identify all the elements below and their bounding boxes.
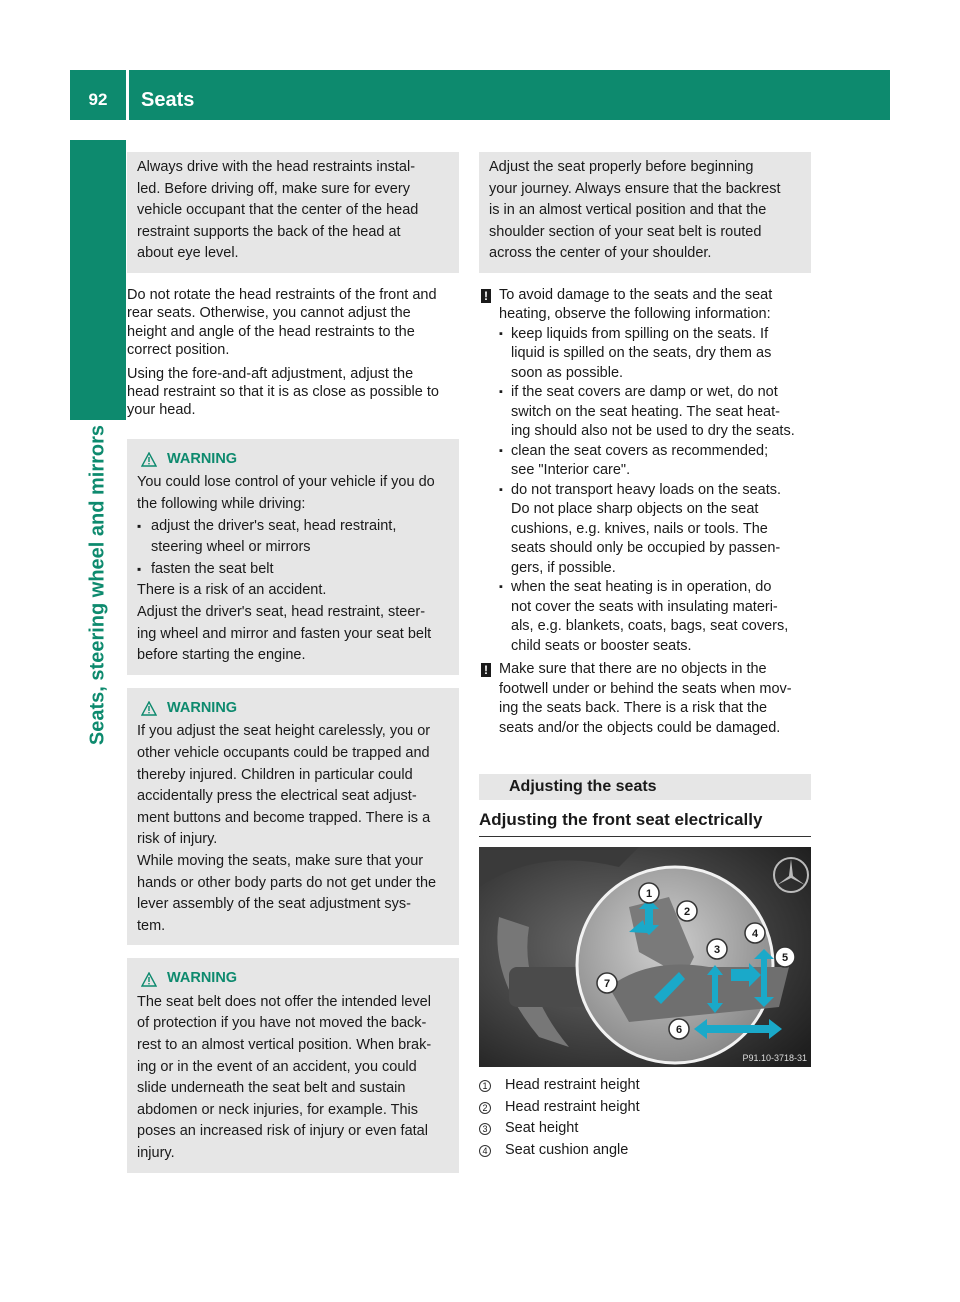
list-item: ▪ when the seat heating is in operation, do not cover the seats with insulating materi- als, e.g. blankets, coats, bags, seat covers, child seats or booster seats. [499, 578, 811, 656]
info-box: Adjust the seat properly before beginning your journey. Always ensure that the backrest is in an almost vertical position and that the shoulder section of your seat belt is routed across the center of your shoulder. [479, 152, 811, 273]
svg-text:6: 6 [675, 1024, 683, 1037]
seat-controls-illustration [479, 847, 811, 1067]
warning-box-seat-height: WARNING If you adjust the seat height carelessly, you or other vehicle occupants could be trapped and thereby injured. Children in particular could accidentally press the electrical seat adjust- ment buttons and become trapped. There is a risk of injury. While moving the seats, make sure that your hands or other body parts do not get under the lever assembly of the seat adjustment sys- tem. [127, 688, 459, 946]
paragraph-rotate: Do not rotate the head restraints of the front and rear seats. Otherwise, you cannot adjust the height and angle of the head restraints to the correct position. [127, 286, 437, 359]
list-item: ▪ keep liquids from spilling on the seats. If liquid is spilled on the seats, dry them as soon as possible. [499, 325, 811, 384]
header-separator [126, 70, 129, 120]
exclamation-icon: ! [481, 289, 491, 303]
paragraph-fore-aft: Using the fore-and-aft adjustment, adjust the head restraint so that it is as close as possible to your head. [127, 365, 439, 419]
warning-heading: WARNING [141, 968, 451, 990]
svg-text:3: 3 [713, 944, 721, 957]
warning-triangle-icon [141, 701, 157, 716]
warning-heading: WARNING [141, 449, 451, 471]
footwell-note: ! Make sure that there are no objects in the footwell under or behind the seats when mov- ing the seats back. There is a risk that the seats and/or the objects could be damaged. [479, 660, 811, 738]
callout-number: 4 [479, 1145, 491, 1157]
warning-triangle-icon [141, 452, 157, 467]
callout-number: 3 [479, 1123, 491, 1135]
warning-box-driving: WARNING You could lose control of your vehicle if you do the following while driving: ▪ adjust the driver's seat, head restraint, steering wheel or mirrors ▪ fasten the seat belt There is a risk of an accident. Adjust the driver's seat, head restraint, steer- ing wheel and mirror and fasten your seat belt before starting the engine. [127, 439, 459, 675]
svg-text:4: 4 [751, 928, 759, 941]
list-item: ▪ fasten the seat belt [137, 559, 451, 581]
warning-heading: WARNING [141, 698, 451, 720]
callout-number: 2 [479, 1102, 491, 1114]
subsection-heading: Adjusting the front seat electrically [479, 810, 811, 837]
caption-item: 1 Head restraint height [479, 1075, 811, 1097]
section-title: Seats [141, 89, 195, 111]
svg-text:1: 1 [645, 888, 653, 901]
caption-item: 3 Seat height [479, 1118, 811, 1140]
info-box: Always drive with the head restraints instal- led. Before driving off, make sure for every vehicle occupant that the center of the head restraint supports the back of the head at about eye level. [127, 152, 459, 273]
seat-controls-figure [479, 847, 811, 1067]
right-column [479, 152, 811, 1161]
warning-triangle-icon [141, 972, 157, 987]
left-column [127, 152, 459, 1186]
page-number: 92 [88, 90, 108, 109]
list-item: ▪ clean the seat covers as recommended; see "Interior care". [499, 442, 811, 481]
chapter-marker [70, 140, 126, 420]
damage-note: ! To avoid damage to the seats and the seat heating, observe the following information: ▪ keep liquids from spilling on the seats. If liquid is spilled on the seats, dry them as soon as possible. ▪ if the seat covers are damp or wet, do not switch on the seat heating. The seat heat- ing should also not be used to dry the seats. ▪ clean the seat covers as recommended; see "Interior care". ▪ do not transport heavy loads on the seats. Do not place sharp objects on the seat cushions, e.g. knives, nails or tools. The seats should only be occupied by passen- gers, if possible. ▪ when the seat heating is in operation, do not cover the seats with insulating materi- als, e.g. blankets, coats, bags, seat covers, child seats or booster seats. [479, 286, 811, 657]
svg-text:2: 2 [683, 906, 691, 919]
list-item: ▪ do not transport heavy loads on the seats. Do not place sharp objects on the seat cushions, e.g. knives, nails or tools. The seats should only be occupied by passen- gers, if possible. [499, 481, 811, 579]
exclamation-icon: ! [481, 663, 491, 677]
caption-item: 4 Seat cushion angle [479, 1140, 811, 1162]
list-item: ▪ adjust the driver's seat, head restraint, steering wheel or mirrors [137, 516, 451, 559]
svg-text:7: 7 [603, 978, 611, 991]
section-heading: Adjusting the seats [479, 774, 811, 800]
chapter-title: Seats, steering wheel and mirrors [86, 424, 109, 746]
list-item: ▪ if the seat covers are damp or wet, do not switch on the seat heating. The seat heat- ing should also not be used to dry the seats. [499, 383, 811, 442]
caption-item: 2 Head restraint height [479, 1097, 811, 1119]
svg-text:5: 5 [781, 952, 789, 965]
callout-number: 1 [479, 1080, 491, 1092]
chapter-tab [70, 420, 126, 750]
figure-code: P91.10-3718-31 [742, 1053, 807, 1064]
warning-box-seat-belt: WARNING The seat belt does not offer the intended level of protection if you have not moved the back- rest to an almost vertical position. When brak- ing or in the event of an accident, you could slide underneath the seat belt and sustain abdomen or neck injuries, for example. This poses an increased risk of injury or even fatal injury. [127, 958, 459, 1172]
